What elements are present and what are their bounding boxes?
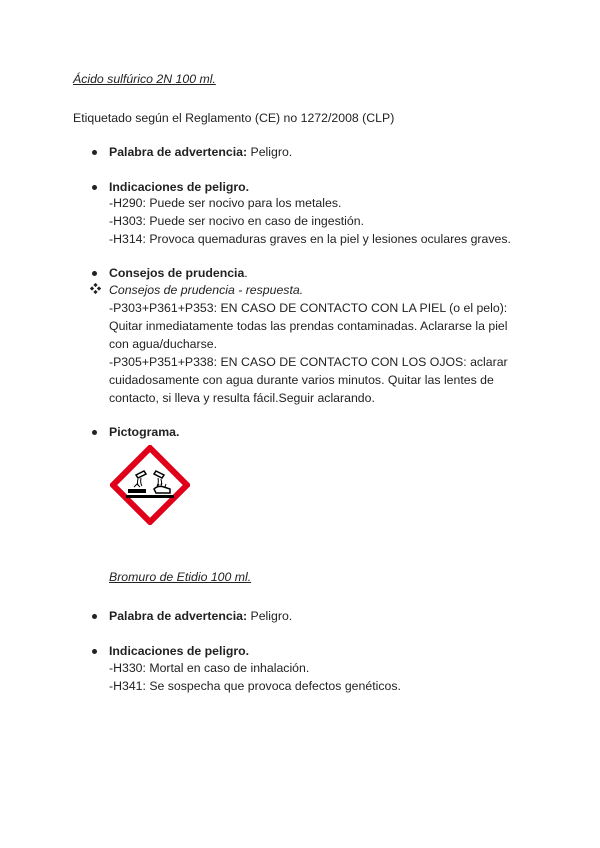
bullet-icon bbox=[92, 185, 97, 190]
precaution-heading-suffix: . bbox=[244, 266, 248, 280]
hazard-heading bbox=[109, 644, 249, 658]
bullet-icon bbox=[92, 649, 97, 654]
bullet-icon bbox=[92, 430, 97, 435]
bullet-icon bbox=[92, 614, 97, 619]
precaution-heading bbox=[109, 266, 248, 280]
pictogram-heading bbox=[109, 425, 179, 439]
diamond-bullet-icon bbox=[90, 283, 101, 297]
signal-word-line bbox=[109, 145, 292, 159]
signal-word-line bbox=[109, 609, 292, 623]
signal-word-label: Palabra de advertencia: bbox=[109, 145, 248, 159]
bullet-icon bbox=[92, 150, 97, 155]
hazard-line: -H330: Mortal en caso de inhalación. bbox=[109, 661, 310, 675]
pictogram-heading-text: Pictograma. bbox=[109, 425, 180, 439]
precaution-heading-text: Consejos de prudencia bbox=[109, 266, 245, 280]
signal-word-label: Palabra de advertencia: bbox=[109, 609, 248, 623]
hazard-line: -H290: Puede ser nocivo para los metales. bbox=[109, 196, 342, 210]
precaution-subheading: Consejos de prudencia - respuesta. bbox=[109, 283, 304, 297]
signal-word-value: Peligro. bbox=[250, 145, 293, 159]
hazard-heading-text: Indicaciones de peligro. bbox=[109, 180, 250, 194]
hazard-line: -H314: Provoca quemaduras graves en la piel y lesiones oculares graves. bbox=[109, 232, 511, 246]
precaution-line: -P305+P351+P338: EN CASO DE CONTACTO CON LOS OJOS: aclarar bbox=[109, 355, 508, 369]
signal-word-value: Peligro. bbox=[250, 609, 293, 623]
precaution-line: cuidadosamente con agua durante varios minutos. Quitar las lentes de bbox=[109, 373, 494, 387]
precaution-line: Quitar inmediatamente todas las prendas contaminadas. Aclararse la piel bbox=[109, 319, 508, 333]
section-title-acido: Ácido sulfúrico 2N 100 ml. bbox=[73, 72, 216, 86]
bullet-icon bbox=[92, 271, 97, 276]
regulation-text: Etiquetado según el Reglamento (CE) no 1272/2008 (CLP) bbox=[73, 111, 395, 125]
hazard-heading-text: Indicaciones de peligro. bbox=[109, 644, 250, 658]
section-title-bromuro: Bromuro de Etidio 100 ml. bbox=[109, 570, 252, 584]
hazard-line: -H303: Puede ser nocivo en caso de ingestión. bbox=[109, 214, 364, 228]
hazard-line: -H341: Se sospecha que provoca defectos genéticos. bbox=[109, 679, 401, 693]
hazard-heading bbox=[109, 180, 249, 194]
precaution-line: con agua/ducharse. bbox=[109, 337, 218, 351]
precaution-line: -P303+P361+P353: EN CASO DE CONTACTO CON LA PIEL (o el pelo): bbox=[109, 301, 508, 315]
ghs05-corrosive-pictogram bbox=[110, 445, 190, 528]
precaution-line: contacto, si lleva y resulta fácil.Seguir aclarando. bbox=[109, 391, 375, 405]
